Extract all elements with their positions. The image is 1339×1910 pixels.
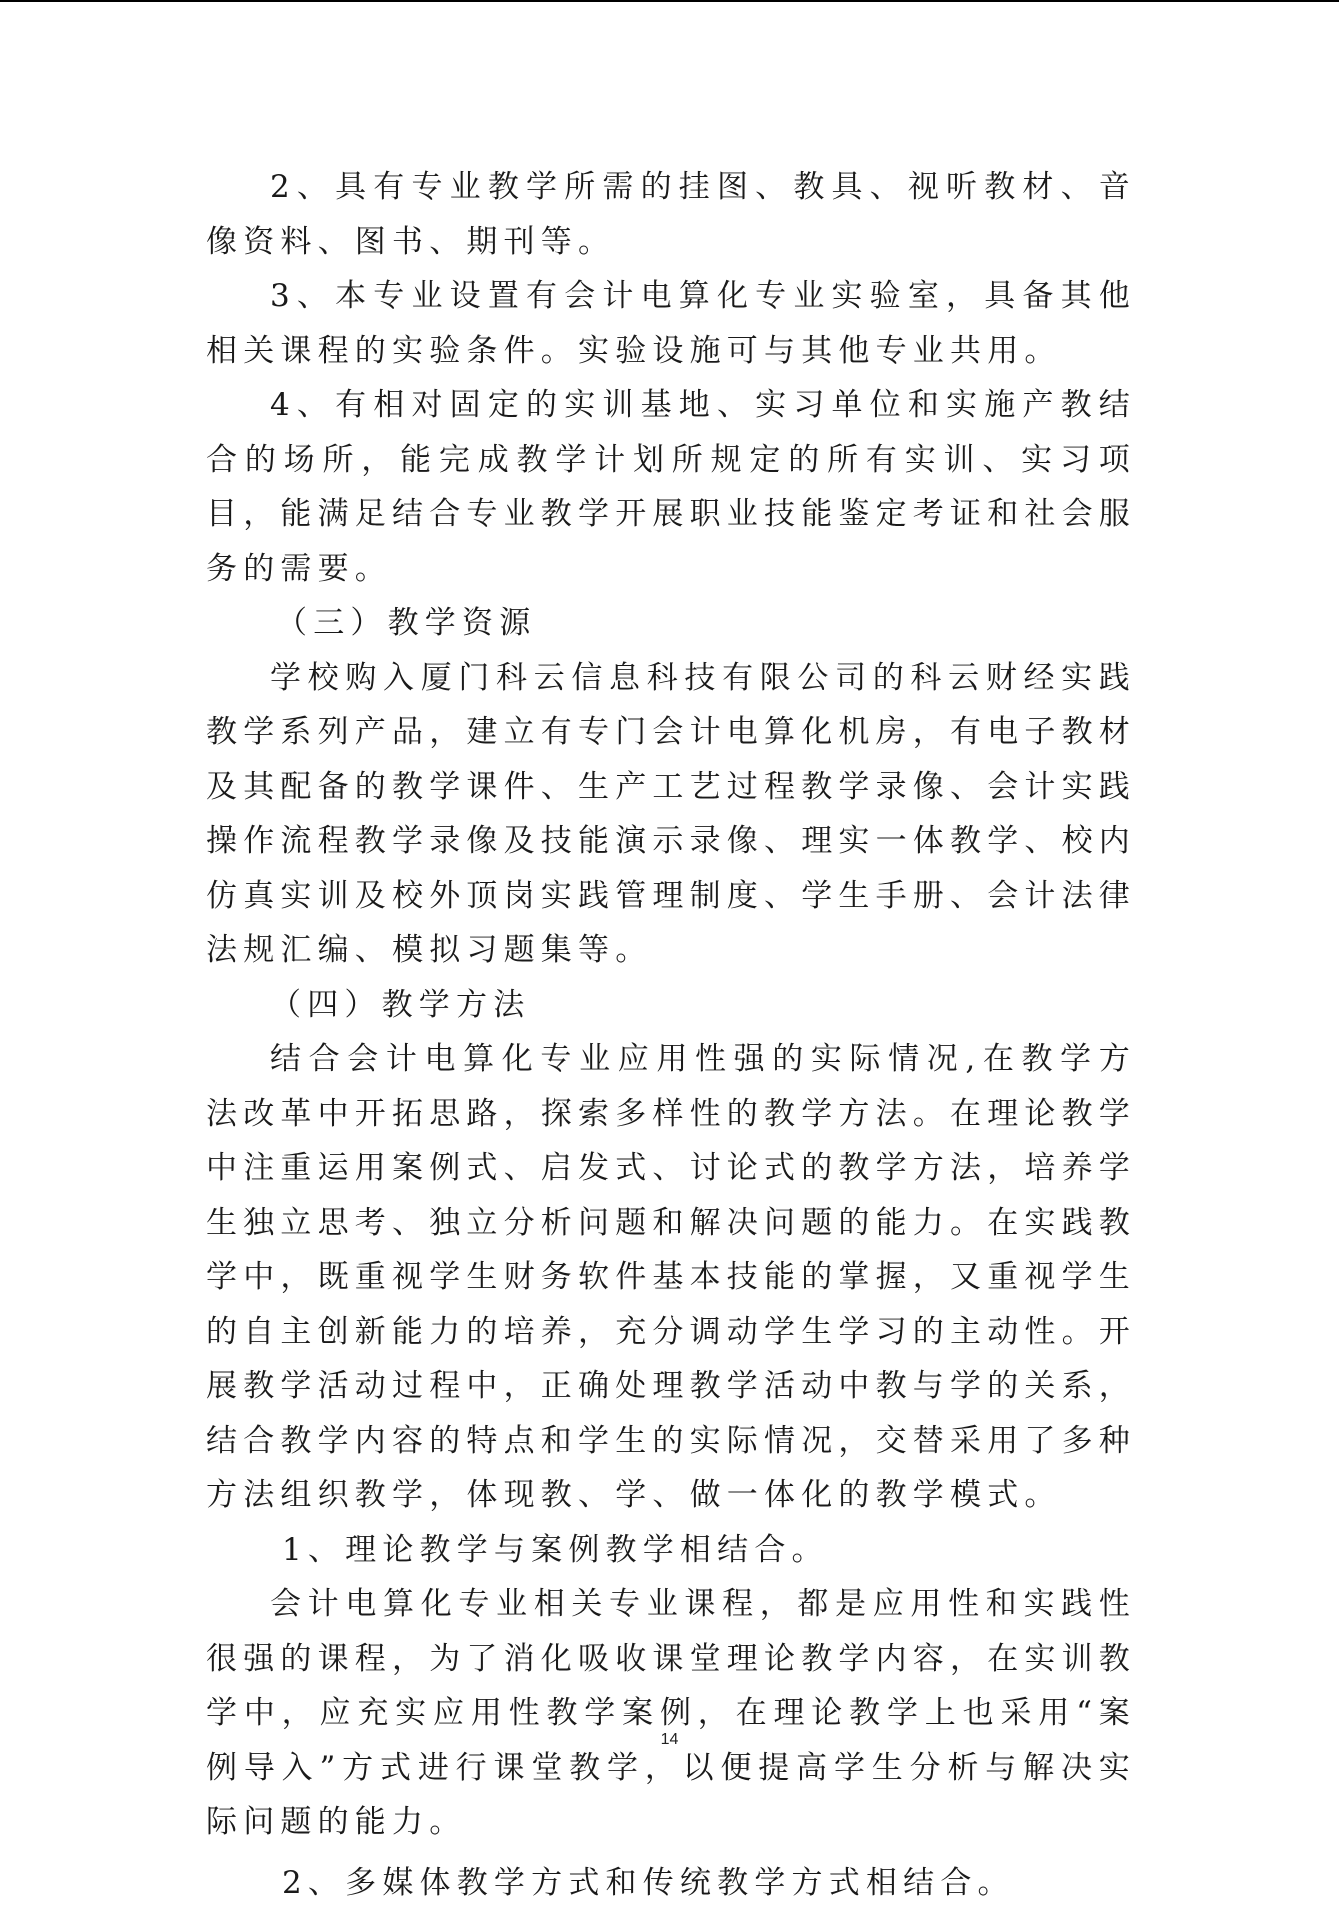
paragraph-laboratory: 3、本专业设置有会计电算化专业实验室，具备其他相关课程的实验条件。实验设施可与其他专业共用。 <box>206 269 1136 378</box>
section-heading-teaching-methods: （四）教学方法 <box>206 978 1136 1033</box>
subheading-multimedia-and-traditional: 2、多媒体教学方式和传统教学方式相结合。 <box>206 1856 1136 1910</box>
section-heading-teaching-resources: （三）教学资源 <box>206 596 1136 651</box>
paragraph-theory-and-case: 会计电算化专业相关专业课程，都是应用性和实践性很强的课程，为了消化吸收课堂理论教学内容，在实训教学中，应充实应用性教学案例，在理论教学上也采用“案例导入”方式进行课堂教学，以便提高学生分析与解决实际问题的能力。 <box>206 1577 1136 1850</box>
paragraph-teaching-resources: 学校购入厦门科云信息科技有限公司的科云财经实践教学系列产品，建立有专门会计电算化机房，有电子教材及其配备的教学课件、生产工艺过程教学录像、会计实践操作流程教学录像及技能演示录像、理实一体教学、校内仿真实训及校外顶岗实践管理制度、学生手册、会计法律法规汇编、模拟习题集等。 <box>206 651 1136 978</box>
paragraph-training-base: 4、有相对固定的实训基地、实习单位和实施产教结合的场所，能完成教学计划所规定的所有实训、实习项目，能满足结合专业教学开展职业技能鉴定考证和社会服务的需要。 <box>206 378 1136 596</box>
page-number: 14 <box>0 1731 1339 1749</box>
paragraph-teaching-aids: 2、具有专业教学所需的挂图、教具、视听教材、音像资料、图书、期刊等。 <box>206 160 1136 269</box>
paragraph-teaching-methods: 结合会计电算化专业应用性强的实际情况,在教学方法改革中开拓思路，探索多样性的教学方法。在理论教学中注重运用案例式、启发式、讨论式的教学方法，培养学生独立思考、独立分析问题和解决问题的能力。在实践教学中，既重视学生财务软件基本技能的掌握，又重视学生的自主创新能力的培养，充分调动学生学习的主动性。开展教学活动过程中，正确处理教学活动中教与学的关系，结合教学内容的特点和学生的实际情况，交替采用了多种方法组织教学，体现教、学、做一体化的教学模式。 <box>206 1032 1136 1523</box>
subheading-theory-and-case: 1、理论教学与案例教学相结合。 <box>206 1523 1136 1578</box>
document-body <box>206 160 1136 1910</box>
page-top-border <box>0 0 1339 2</box>
